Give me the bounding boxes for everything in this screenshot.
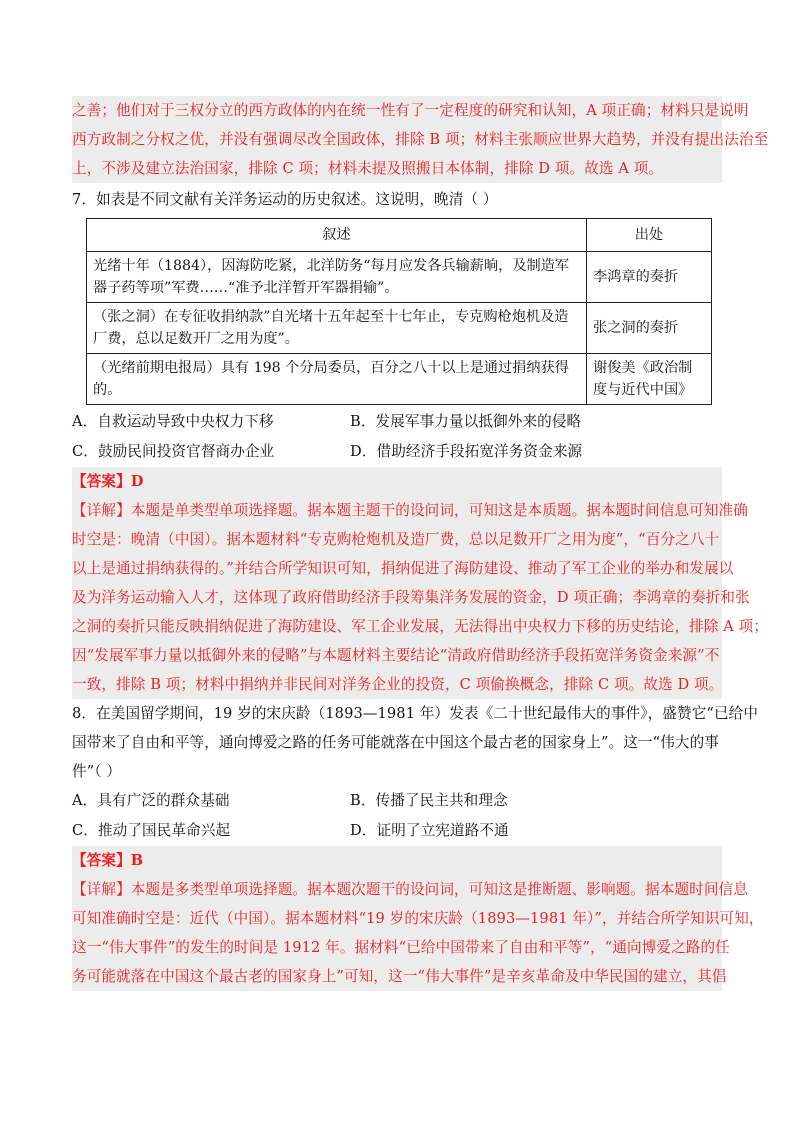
- table-cell-narrative: （张之洞）在专征收捐纳款”自光堵十五年起至十七年止，专克购枪炮机及造厂费，总以足数开厂之用为度”。: [87, 303, 587, 354]
- analysis-line: 上，不涉及建立法治国家，排除 C 项；材料未提及照搬日本体制，排除 D 项。故选 A 项。: [72, 160, 664, 177]
- q8-answer-block: [72, 846, 764, 991]
- table-cell-narrative: 光绪十年（1884），因海防吃紧，北洋防务“每月应发各兵输薪晌，及制造军器子药等项”军费……“准予北洋暂开军器捐输”。: [87, 252, 587, 303]
- analysis-line: 以上是通过捐纳获得的。”并结合所学知识可知，捐纳促进了海防建设、推动了军工企业的举办和发展以: [72, 560, 734, 577]
- option-b: B．发展军事力量以抵御外来的侵略: [350, 413, 582, 430]
- option-a: A．自救运动导致中央权力下移: [72, 413, 274, 430]
- table-row: [87, 303, 712, 354]
- q7-stem: 7．如表是不同文献有关洋务运动的历史叙述。这说明，晚清（ ）: [72, 191, 498, 208]
- option-c: C．鼓励民间投资官督商办企业: [72, 443, 275, 460]
- analysis-line: 这一“伟大事件”的发生的时间是 1912 年。据材料“已给中国带来了自由和平等”，“通向博爱之路的任: [72, 939, 730, 956]
- analysis-line: 西方政制之分权之优，并没有强调尽改全国政体，排除 B 项；材料主张顺应世界大趋势，并没有提出法治至: [72, 131, 769, 148]
- option-c: C．推动了国民革命兴起: [72, 822, 231, 839]
- table-header-narrative: 叙述: [87, 219, 587, 252]
- analysis-line: 务可能就落在中国这个最古老的国家身上”可知，这一“伟大事件”是辛亥革命及中华民国的建立，其倡: [72, 968, 727, 985]
- analysis-line: 时空是：晚清（中国）。据本题材料“专克购枪炮机及造厂费，总以足数开厂之用为度”，“百分之八十: [72, 531, 720, 548]
- answer-label: 【答案】B: [72, 852, 144, 869]
- q7-source-table: [86, 218, 712, 405]
- option-a: A．具有广泛的群众基础: [72, 792, 230, 809]
- table-cell-source: 张之洞的奏折: [587, 303, 712, 354]
- analysis-line: 一致，排除 B 项；材料中捐纳并非民间对洋务企业的投资，C 项偷换概念，排除 C 项。故选 D 项。: [72, 676, 724, 693]
- table-cell-source: 李鸿章的奏折: [587, 252, 712, 303]
- analysis-line: 【详解】本题是多类型单项选择题。据本题次题干的设问词，可知这是推断题、影响题。据本题时间信息: [72, 881, 748, 898]
- prev-analysis: [72, 96, 769, 183]
- option-b: B．传播了民主共和理念: [350, 792, 508, 809]
- analysis-line: 之善；他们对于三权分立的西方政体的内在统一性有了一定程度的研究和认知，A 项正确；材料只是说明: [72, 102, 749, 119]
- q8-stem-line: 8．在美国留学期间，19 岁的宋庆龄（1893—1981 年）发表《二十世纪最伟大的事件》，盛赞它“已给中: [72, 705, 759, 722]
- q8-stem-line: 国带来了自由和平等，通向博爱之路的任务可能就落在中国这个最古老的国家身上”。这一“伟大的事: [72, 734, 719, 751]
- option-d: D．借助经济手段拓宽洋务资金来源: [350, 443, 583, 460]
- q7-answer-block: [72, 467, 769, 699]
- table-cell-narrative: （光绪前期电报局）具有 198 个分局委员，百分之八十以上是通过捐纳获得的。: [87, 354, 587, 405]
- table-cell-source: 谢俊美《政治制度与近代中国》: [587, 354, 712, 405]
- document-page: [72, 96, 769, 991]
- answer-label: 【答案】D: [72, 473, 144, 490]
- analysis-line: 可知准确时空是：近代（中国）。据本题材料“19 岁的宋庆龄（1893—1981 年）”，并结合所学知识可知，: [72, 910, 764, 927]
- analysis-line: 之洞的奏折只能反映捐纳促进了海防建设、军工企业发展，无法得出中央权力下移的历史结论，排除 A 项；: [72, 618, 769, 635]
- analysis-line: 因“发展军事力量以抵御外来的侵略”与本题材料主要结论“清政府借助经济手段拓宽洋务资金来源”不: [72, 647, 720, 664]
- q8-stem: [72, 699, 759, 786]
- q8-stem-line: 件”（ ）: [72, 763, 122, 780]
- table-row: [87, 354, 712, 405]
- analysis-line: 【详解】本题是单类型单项选择题。据本题主题干的设问词，可知这是本质题。据本题时间信息可知准确: [72, 502, 748, 519]
- q7-options: [72, 407, 722, 467]
- option-d: D．证明了立宪道路不通: [350, 822, 509, 839]
- table-header-row: [87, 219, 712, 252]
- table-row: [87, 252, 712, 303]
- table-header-source: 出处: [587, 219, 712, 252]
- q8-options: [72, 786, 722, 846]
- analysis-line: 及为洋务运动输入人才，这体现了政府借助经济手段筹集洋务发展的资金，D 项正确；李鸿章的奏折和张: [72, 589, 750, 606]
